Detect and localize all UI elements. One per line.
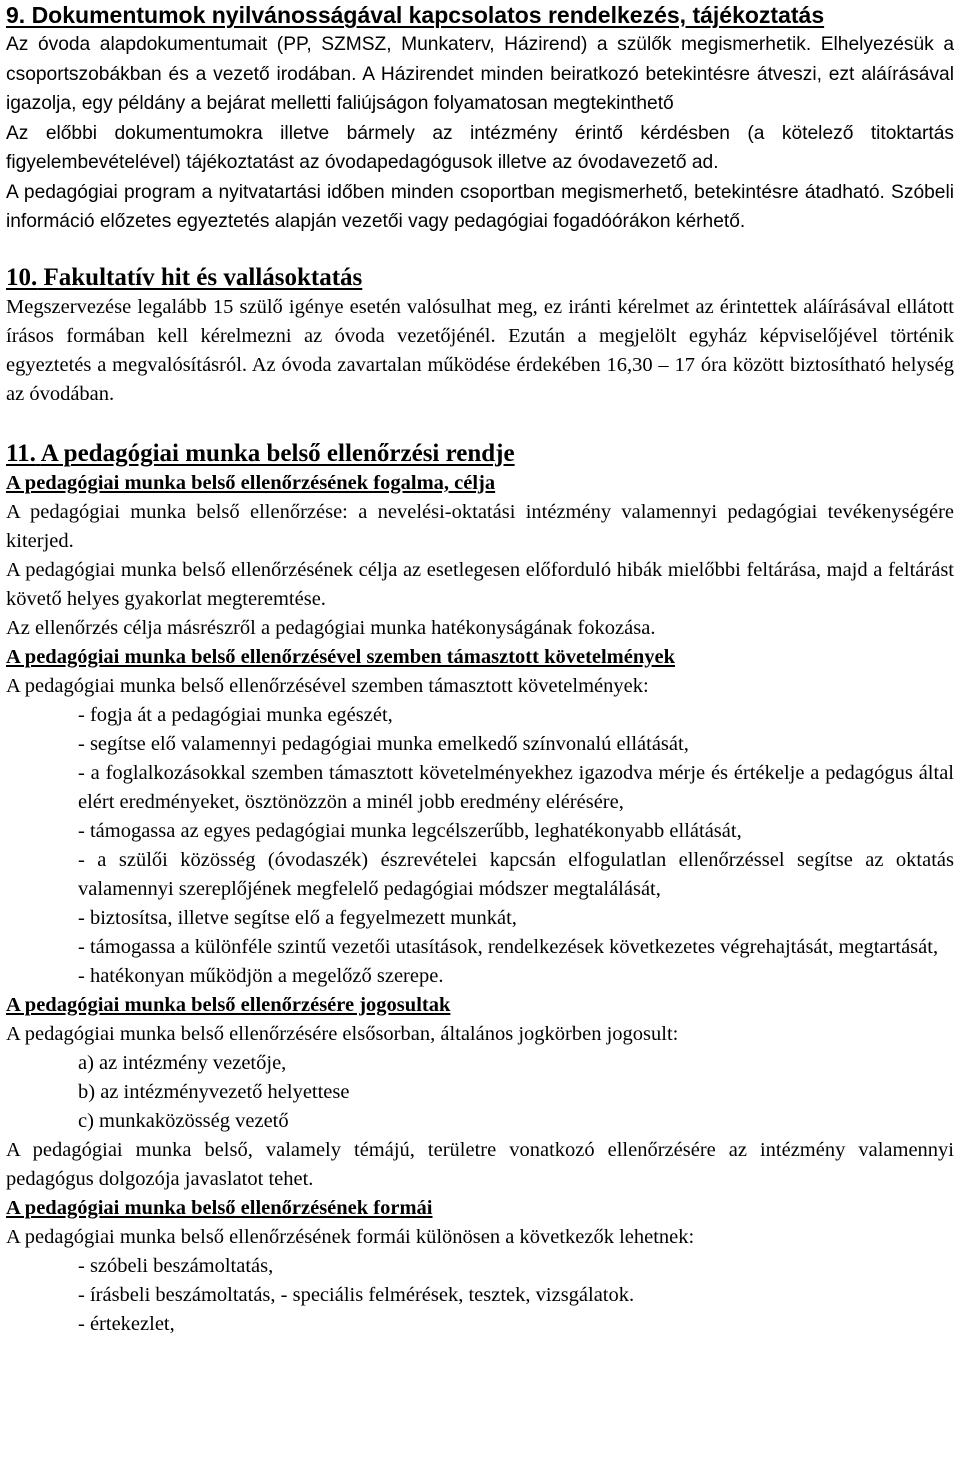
forms-list-item: - írásbeli beszámoltatás, - speciális felmérések, tesztek, vizsgálatok. — [78, 1283, 635, 1306]
authorized-list — [6, 1049, 954, 1136]
authorized-list-item: b) az intézményvezető helyettese — [78, 1080, 350, 1103]
requirements-list-item: - támogassa az egyes pedagógiai munka legcélszerűbb, leghatékonyabb ellátását, — [78, 819, 742, 842]
section-10 — [6, 263, 954, 409]
subsection-authorized-heading: A pedagógiai munka belső ellenőrzésére jogosultak — [6, 993, 451, 1016]
section-10-paragraph: Megszervezése legalább 15 szülő igénye esetén valósulhat meg, ez iránti kérelmet az érintettek aláírásával ellátott írásos formában kell kérelmezni az óvoda vezetőjénél. Ezután a megjelölt egyház képviselőjével történik egyeztetés a megvalósításról. Az óvoda zavartalan működése érdekében 16,30 – 17 óra között biztosítható helység az óvodában. — [6, 295, 954, 405]
subsection-authorized-intro: A pedagógiai munka belső ellenőrzésére elsősorban, általános jogkörben jogosult: — [6, 1022, 679, 1045]
subsection-forms-heading: A pedagógiai munka belső ellenőrzésének formái — [6, 1196, 433, 1219]
requirements-list-item: - a szülői közösség (óvodaszék) észrevételei kapcsán elfogulatlan ellenőrzéssel segítse az oktatás valamennyi szereplőjének megfelelő pedagógiai módszer megtalálását, — [78, 848, 954, 900]
document-page — [6, 0, 954, 1339]
section-9-paragraph-3: A pedagógiai program a nyitvatartási időben minden csoportban megismerhető, betekintésre átadható. Szóbeli információ előzetes egyeztetés alapján vezetői vagy pedagógiai fogadóórákon kérhető. — [6, 181, 954, 232]
requirements-list-item: - a foglalkozásokkal szemben támasztott követelményekhez igazodva mérje és értékelje a pedagógus által elért eredményeket, ösztönözzön a minél jobb eredmény elérésére, — [78, 761, 954, 813]
section-10-title: Fakultatív hit és vallásoktatás — [43, 263, 363, 291]
subsection-concept-paragraph-1: A pedagógiai munka belső ellenőrzése: a nevelési-oktatási intézmény valamennyi pedagógiai tevékenységére kiterjed. — [6, 500, 954, 552]
requirements-list-item: - hatékonyan működjön a megelőző szerepe. — [78, 964, 444, 987]
subsection-requirements-intro: A pedagógiai munka belső ellenőrzésével szemben támasztott követelmények: — [6, 674, 649, 697]
authorized-list-item: c) munkaközösség vezető — [78, 1109, 289, 1132]
section-10-number: 10. — [6, 263, 38, 291]
section-9-paragraph-2: Az előbbi dokumentumokra illetve bármely az intézmény érintő kérdésben (a kötelező titoktartás figyelembevételével) tájékoztatást az óvodapedagógusok illetve az óvodavezető ad. — [6, 122, 954, 173]
section-11-title: A pedagógiai munka belső ellenőrzési rendje — [40, 439, 515, 467]
subsection-forms-intro: A pedagógiai munka belső ellenőrzésének formái különösen a következők lehetnek: — [6, 1225, 695, 1248]
section-9 — [6, 0, 954, 237]
section-11-heading — [6, 439, 954, 469]
subsection-concept-paragraph-2: A pedagógiai munka belső ellenőrzésének célja az esetlegesen előforduló hibák mielőbbi feltárása, majd a feltárást követő helyes gyakorlat megteremtése. — [6, 558, 954, 610]
forms-list-item: - értekezlet, — [78, 1312, 175, 1335]
subsection-concept-heading: A pedagógiai munka belső ellenőrzésének fogalma, célja — [6, 471, 496, 494]
section-10-heading — [6, 263, 954, 293]
section-11 — [6, 439, 954, 1339]
requirements-list-item: - fogja át a pedagógiai munka egészét, — [78, 703, 393, 726]
section-9-heading: 9. Dokumentumok nyilvánosságával kapcsolatos rendelkezés, tájékoztatás — [6, 2, 825, 28]
forms-list-item: - szóbeli beszámoltatás, — [78, 1254, 274, 1277]
section-11-number: 11. — [6, 439, 36, 467]
forms-list — [6, 1252, 954, 1339]
subsection-requirements-heading: A pedagógiai munka belső ellenőrzésével szemben támasztott követelmények — [6, 645, 676, 668]
requirements-list-item: - biztosítsa, illetve segítse elő a fegyelmezett munkát, — [78, 906, 517, 929]
requirements-list — [6, 701, 954, 991]
subsection-authorized-outro: A pedagógiai munka belső, valamely témájú, területre vonatkozó ellenőrzésére az intézmény valamennyi pedagógus dolgozója javaslatot tehet. — [6, 1138, 954, 1190]
requirements-list-item: - támogassa a különféle szintű vezetői utasítások, rendelkezések következetes végrehajtását, megtartását, — [78, 935, 939, 958]
authorized-list-item: a) az intézmény vezetője, — [78, 1051, 287, 1074]
section-9-paragraph-1: Az óvoda alapdokumentumait (PP, SZMSZ, Munkaterv, Házirend) a szülők megismerhetik. Elhelyezésük a csoportszobákban és a vezető irodában. A Házirendet minden beiratkozó betekintésre átveszi, ezt aláírásával igazolja, egy példány a bejárat melletti faliújságon folyamatosan megtekinthető — [6, 34, 954, 114]
subsection-concept-paragraph-3: Az ellenőrzés célja másrészről a pedagógiai munka hatékonyságának fokozása. — [6, 616, 656, 639]
requirements-list-item: - segítse elő valamennyi pedagógiai munka emelkedő színvonalú ellátását, — [78, 732, 689, 755]
